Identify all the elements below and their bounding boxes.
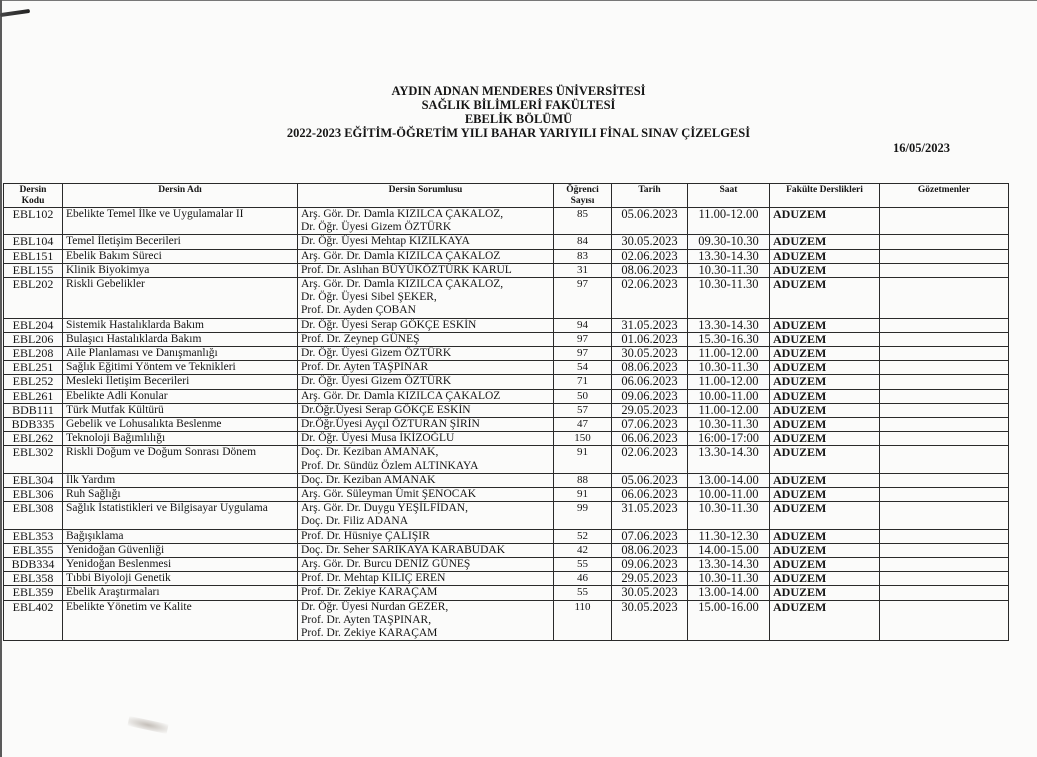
course-instructors <box>298 488 554 502</box>
course-instructors <box>298 529 554 543</box>
course-code: EBL304 <box>4 473 63 487</box>
exam-date: 01.06.2023 <box>612 332 688 346</box>
student-count: 52 <box>554 529 612 543</box>
course-code: EBL302 <box>4 446 63 473</box>
course-code: EBL104 <box>4 235 63 249</box>
proctors-cell <box>880 389 1009 403</box>
exam-room: ADUZEM <box>770 488 880 502</box>
table-row <box>4 403 1009 417</box>
exam-date: 29.05.2023 <box>612 572 688 586</box>
student-count: 71 <box>554 375 612 389</box>
exam-schedule-table <box>3 183 1009 641</box>
course-code: EBL151 <box>4 249 63 263</box>
exam-date: 09.06.2023 <box>612 558 688 572</box>
student-count: 50 <box>554 389 612 403</box>
header-course-code-line2: Kodu <box>21 196 45 206</box>
course-name: Ebelik Bakım Süreci <box>63 249 298 263</box>
exam-date: 02.06.2023 <box>612 249 688 263</box>
instructor-name: Doç. Dr. Keziban AMANAK <box>301 473 436 486</box>
proctors-cell <box>880 446 1009 473</box>
course-code: EBL359 <box>4 586 63 600</box>
exam-date: 31.05.2023 <box>612 502 688 529</box>
table-row <box>4 332 1009 346</box>
header-student-count <box>554 184 612 208</box>
table-row <box>4 502 1009 529</box>
course-code: EBL261 <box>4 389 63 403</box>
exam-room: ADUZEM <box>770 432 880 446</box>
course-code: EBL208 <box>4 347 63 361</box>
proctors-cell <box>880 278 1009 319</box>
instructor-name: Prof. Dr. Zeynep GÜNEŞ <box>301 332 420 345</box>
exam-room: ADUZEM <box>770 403 880 417</box>
course-name: Aile Planlaması ve Danışmanlığı <box>63 347 298 361</box>
course-code: EBL251 <box>4 361 63 375</box>
course-name: Riskli Gebelikler <box>63 278 298 319</box>
exam-date: 02.06.2023 <box>612 446 688 473</box>
exam-time: 11.00-12.00 <box>688 347 770 361</box>
exam-room: ADUZEM <box>770 249 880 263</box>
table-row <box>4 488 1009 502</box>
table-row <box>4 208 1009 235</box>
exam-time: 15.30-16.30 <box>688 332 770 346</box>
instructor-name: Dr. Öğr. Üyesi Mehtap KIZILKAYA <box>301 235 470 248</box>
course-instructors <box>298 558 554 572</box>
instructor-name: Doç. Dr. Seher SARIKAYA KARABUDAK <box>301 543 506 556</box>
department-name: EBELİK BÖLÜMÜ <box>464 112 573 126</box>
course-instructors <box>298 263 554 277</box>
student-count: 94 <box>554 318 612 332</box>
exam-time: 11.30-12.30 <box>688 529 770 543</box>
exam-time: 10.30-11.30 <box>688 418 770 432</box>
course-name: Tıbbi Biyoloji Genetik <box>63 572 298 586</box>
exam-room: ADUZEM <box>770 318 880 332</box>
course-instructors <box>298 418 554 432</box>
exam-time: 13.30-14.30 <box>688 318 770 332</box>
proctors-cell <box>880 318 1009 332</box>
proctors-cell <box>880 249 1009 263</box>
proctors-cell <box>880 529 1009 543</box>
course-instructors <box>298 375 554 389</box>
proctors-cell <box>880 235 1009 249</box>
exam-time: 10.30-11.30 <box>688 263 770 277</box>
table-row <box>4 278 1009 319</box>
course-code: EBL402 <box>4 600 63 641</box>
document-title: 2022-2023 EĞİTİM-ÖĞRETİM YILI BAHAR YARIYILI FİNAL SINAV ÇİZELGESİ <box>286 126 751 140</box>
course-name: Sistemik Hastalıklarda Bakım <box>63 318 298 332</box>
proctors-cell <box>880 332 1009 346</box>
table-body <box>4 208 1009 641</box>
course-name: Yenidoğan Beslenmesi <box>63 558 298 572</box>
exam-time: 10.30-11.30 <box>688 361 770 375</box>
proctors-cell <box>880 488 1009 502</box>
exam-room: ADUZEM <box>770 361 880 375</box>
course-name: Mesleki İletişim Becerileri <box>63 375 298 389</box>
course-name: Riskli Doğum ve Doğum Sonrası Dönem <box>63 446 298 473</box>
exam-room: ADUZEM <box>770 235 880 249</box>
exam-date: 07.06.2023 <box>612 418 688 432</box>
exam-date: 02.06.2023 <box>612 278 688 319</box>
student-count: 46 <box>554 572 612 586</box>
exam-time: 11.00-12.00 <box>688 208 770 235</box>
course-instructors <box>298 572 554 586</box>
instructor-name: Prof. Dr. Hüsniye ÇALIŞIR <box>301 529 430 542</box>
proctors-cell <box>880 600 1009 641</box>
exam-date: 08.06.2023 <box>612 361 688 375</box>
header-student-count-line2: Sayısı <box>570 196 595 206</box>
proctors-cell <box>880 502 1009 529</box>
course-instructors <box>298 347 554 361</box>
exam-time: 13.00-14.00 <box>688 586 770 600</box>
proctors-cell <box>880 403 1009 417</box>
table-header-row <box>4 184 1009 208</box>
course-code: EBL102 <box>4 208 63 235</box>
exam-time: 14.00-15.00 <box>688 543 770 557</box>
instructor-name: Prof. Dr. Mehtap KILIÇ EREN <box>301 572 446 585</box>
exam-time: 13.30-14.30 <box>688 558 770 572</box>
exam-time: 16:00-17:00 <box>688 432 770 446</box>
instructor-name: Arş. Gör. Dr. Damla KIZILCA ÇAKALOZ <box>301 249 501 262</box>
scan-mark-top <box>0 9 30 17</box>
instructor-name: Doç. Dr. Filiz ADANA <box>301 515 409 528</box>
exam-room: ADUZEM <box>770 418 880 432</box>
exam-date: 31.05.2023 <box>612 318 688 332</box>
page-top-edge <box>0 0 1037 1</box>
proctors-cell <box>880 558 1009 572</box>
student-count: 83 <box>554 249 612 263</box>
instructor-name: Doç. Dr. Keziban AMANAK, <box>301 446 439 459</box>
exam-date: 06.06.2023 <box>612 375 688 389</box>
proctors-cell <box>880 263 1009 277</box>
course-code: EBL306 <box>4 488 63 502</box>
exam-date: 05.06.2023 <box>612 473 688 487</box>
exam-time: 11.00-12.00 <box>688 403 770 417</box>
proctors-cell <box>880 572 1009 586</box>
course-name: Türk Mutfak Kültürü <box>63 403 298 417</box>
exam-room: ADUZEM <box>770 263 880 277</box>
exam-room: ADUZEM <box>770 473 880 487</box>
exam-time: 13.30-14.30 <box>688 249 770 263</box>
header-course-code <box>4 184 63 208</box>
exam-room: ADUZEM <box>770 529 880 543</box>
course-code: EBL355 <box>4 543 63 557</box>
header-time: Saat <box>688 184 770 208</box>
exam-date: 30.05.2023 <box>612 600 688 641</box>
exam-room: ADUZEM <box>770 375 880 389</box>
student-count: 150 <box>554 432 612 446</box>
course-name: Ebelikte Temel İlke ve Uygulamalar II <box>63 208 298 235</box>
instructor-name: Dr. Öğr. Üyesi Serap GÖKÇE ESKİN <box>301 318 477 331</box>
student-count: 84 <box>554 235 612 249</box>
instructor-name: Prof. Dr. Ayten TAŞPINAR, <box>301 613 432 626</box>
course-name: Gebelik ve Lohusalıkta Beslenme <box>63 418 298 432</box>
header-room: Fakülte Derslikleri <box>770 184 880 208</box>
instructor-name: Dr. Öğr. Üyesi Gizem ÖZTÜRK <box>301 221 452 234</box>
course-name: Yenidoğan Güvenliği <box>63 543 298 557</box>
exam-time: 10.30-11.30 <box>688 572 770 586</box>
exam-time: 10.30-11.30 <box>688 278 770 319</box>
course-code: EBL262 <box>4 432 63 446</box>
university-name: AYDIN ADNAN MENDERES ÜNİVERSİTESİ <box>391 84 646 98</box>
course-code: EBL155 <box>4 263 63 277</box>
student-count: 55 <box>554 586 612 600</box>
course-instructors <box>298 318 554 332</box>
course-instructors <box>298 332 554 346</box>
student-count: 99 <box>554 502 612 529</box>
course-instructors <box>298 389 554 403</box>
proctors-cell <box>880 586 1009 600</box>
exam-date: 08.06.2023 <box>612 543 688 557</box>
proctors-cell <box>880 208 1009 235</box>
table-row <box>4 558 1009 572</box>
student-count: 97 <box>554 332 612 346</box>
exam-date: 07.06.2023 <box>612 529 688 543</box>
course-instructors <box>298 403 554 417</box>
instructor-name: Arş. Gör. Dr. Duygu YEŞİLFİDAN, <box>301 502 468 515</box>
exam-room: ADUZEM <box>770 347 880 361</box>
exam-date: 30.05.2023 <box>612 586 688 600</box>
exam-time: 13.30-14.30 <box>688 446 770 473</box>
course-name: Bağışıklama <box>63 529 298 543</box>
student-count: 97 <box>554 278 612 319</box>
instructor-name: Arş. Gör. Dr. Burcu DENİZ GÜNEŞ <box>301 558 471 571</box>
exam-time: 11.00-12.00 <box>688 375 770 389</box>
exam-date: 05.06.2023 <box>612 208 688 235</box>
faculty-name: SAĞLIK BİLİMLERİ FAKÜLTESİ <box>421 98 616 112</box>
student-count: 91 <box>554 446 612 473</box>
course-name: Klinik Biyokimya <box>63 263 298 277</box>
header-course-name: Dersin Adı <box>63 184 298 208</box>
proctors-cell <box>880 473 1009 487</box>
instructor-name: Prof. Dr. Aslıhan BÜYÜKÖZTÜRK KARUL <box>301 263 512 276</box>
table-row <box>4 361 1009 375</box>
table-row <box>4 263 1009 277</box>
exam-room: ADUZEM <box>770 558 880 572</box>
course-instructors <box>298 432 554 446</box>
table-row <box>4 347 1009 361</box>
instructor-name: Dr. Öğr. Üyesi Gizem ÖZTÜRK <box>301 347 452 360</box>
instructor-name: Arş. Gör. Süleyman Ümit ŞENOCAK <box>301 488 477 501</box>
exam-date: 06.06.2023 <box>612 432 688 446</box>
proctors-cell <box>880 543 1009 557</box>
student-count: 91 <box>554 488 612 502</box>
course-instructors <box>298 235 554 249</box>
course-instructors <box>298 249 554 263</box>
header-instructor: Dersin Sorumlusu <box>298 184 554 208</box>
exam-room: ADUZEM <box>770 332 880 346</box>
course-name: Sağlık İstatistikleri ve Bilgisayar Uygulama <box>63 502 298 529</box>
course-code: EBL358 <box>4 572 63 586</box>
proctors-cell <box>880 347 1009 361</box>
course-instructors <box>298 502 554 529</box>
header-date: Tarih <box>612 184 688 208</box>
exam-room: ADUZEM <box>770 586 880 600</box>
instructor-name: Dr. Öğr. Üyesi Nurdan GEZER, <box>301 600 449 613</box>
instructor-name: Prof. Dr. Zekiye KARAÇAM <box>301 627 438 640</box>
table-row <box>4 418 1009 432</box>
proctors-cell <box>880 432 1009 446</box>
exam-room: ADUZEM <box>770 446 880 473</box>
course-code: BDB111 <box>4 403 63 417</box>
exam-room: ADUZEM <box>770 278 880 319</box>
course-code: EBL308 <box>4 502 63 529</box>
course-name: Ruh Sağlığı <box>63 488 298 502</box>
table-row <box>4 572 1009 586</box>
exam-room: ADUZEM <box>770 572 880 586</box>
course-instructors <box>298 543 554 557</box>
course-name: Ebelikte Adli Konular <box>63 389 298 403</box>
table-row <box>4 235 1009 249</box>
instructor-name: Prof. Dr. Sündüz Özlem ALTINKAYA <box>301 459 479 472</box>
student-count: 42 <box>554 543 612 557</box>
exam-time: 15.00-16.00 <box>688 600 770 641</box>
course-name: Teknoloji Bağımlılığı <box>63 432 298 446</box>
course-code: EBL252 <box>4 375 63 389</box>
instructor-name: Prof. Dr. Ayten TAŞPINAR <box>301 361 429 374</box>
course-name: Ebelik Araştırmaları <box>63 586 298 600</box>
course-code: BDB335 <box>4 418 63 432</box>
table-row <box>4 249 1009 263</box>
exam-room: ADUZEM <box>770 208 880 235</box>
student-count: 31 <box>554 263 612 277</box>
course-code: BDB334 <box>4 558 63 572</box>
course-instructors <box>298 361 554 375</box>
exam-date: 30.05.2023 <box>612 347 688 361</box>
table-row <box>4 529 1009 543</box>
exam-room: ADUZEM <box>770 502 880 529</box>
exam-time: 10.00-11.00 <box>688 389 770 403</box>
instructor-name: Arş. Gör. Dr. Damla KIZILCA ÇAKALOZ, <box>301 278 504 291</box>
proctors-cell <box>880 361 1009 375</box>
instructor-name: Dr. Öğr. Üyesi Sibel ŞEKER, <box>301 291 437 304</box>
header-course-code-line1: Dersin <box>19 185 47 195</box>
course-name: İlk Yardım <box>63 473 298 487</box>
instructor-name: Prof. Dr. Zekiye KARAÇAM <box>301 586 438 599</box>
header-proctors: Gözetmenler <box>880 184 1009 208</box>
exam-date: 08.06.2023 <box>612 263 688 277</box>
table-row <box>4 586 1009 600</box>
instructor-name: Arş. Gör. Dr. Damla KIZILCA ÇAKALOZ <box>301 389 501 402</box>
course-name: Ebelikte Yönetim ve Kalite <box>63 600 298 641</box>
document-date: 16/05/2023 <box>893 141 950 155</box>
student-count: 55 <box>554 558 612 572</box>
proctors-cell <box>880 375 1009 389</box>
table-row <box>4 432 1009 446</box>
table-row <box>4 473 1009 487</box>
table-row <box>4 318 1009 332</box>
table-row <box>4 600 1009 641</box>
student-count: 85 <box>554 208 612 235</box>
student-count: 54 <box>554 361 612 375</box>
student-count: 110 <box>554 600 612 641</box>
course-code: EBL206 <box>4 332 63 346</box>
exam-date: 30.05.2023 <box>612 235 688 249</box>
student-count: 57 <box>554 403 612 417</box>
course-code: EBL204 <box>4 318 63 332</box>
exam-room: ADUZEM <box>770 389 880 403</box>
student-count: 47 <box>554 418 612 432</box>
exam-date: 06.06.2023 <box>612 488 688 502</box>
course-code: EBL353 <box>4 529 63 543</box>
course-code: EBL202 <box>4 278 63 319</box>
exam-room: ADUZEM <box>770 543 880 557</box>
exam-date: 09.06.2023 <box>612 389 688 403</box>
course-instructors <box>298 473 554 487</box>
course-instructors <box>298 278 554 319</box>
exam-time: 10.30-11.30 <box>688 502 770 529</box>
exam-room: ADUZEM <box>770 600 880 641</box>
course-instructors <box>298 208 554 235</box>
course-instructors <box>298 600 554 641</box>
course-instructors <box>298 446 554 473</box>
scan-mark-bottom <box>127 716 168 734</box>
instructor-name: Prof. Dr. Ayden ÇOBAN <box>301 304 416 317</box>
course-name: Bulaşıcı Hastalıklarda Bakım <box>63 332 298 346</box>
course-name: Temel İletişim Becerileri <box>63 235 298 249</box>
proctors-cell <box>880 418 1009 432</box>
table-row <box>4 543 1009 557</box>
student-count: 97 <box>554 347 612 361</box>
exam-date: 29.05.2023 <box>612 403 688 417</box>
instructor-name: Dr. Öğr. Üyesi Musa İKİZOĞLU <box>301 432 455 445</box>
document-header <box>0 84 1037 140</box>
exam-time: 13.00-14.00 <box>688 473 770 487</box>
instructor-name: Dr.Öğr.Üyesi Ayçıl ÖZTURAN ŞİRİN <box>301 418 480 431</box>
exam-time: 10.00-11.00 <box>688 488 770 502</box>
course-name: Sağlık Eğitimi Yöntem ve Teknikleri <box>63 361 298 375</box>
instructor-name: Arş. Gör. Dr. Damla KIZILCA ÇAKALOZ, <box>301 208 504 220</box>
exam-time: 09.30-10.30 <box>688 235 770 249</box>
header-student-count-line1: Öğrenci <box>566 185 599 195</box>
table-row <box>4 389 1009 403</box>
instructor-name: Dr.Öğr.Üyesi Serap GÖKÇE ESKİN <box>301 403 471 416</box>
table-row <box>4 375 1009 389</box>
student-count: 88 <box>554 473 612 487</box>
course-instructors <box>298 586 554 600</box>
table-row <box>4 446 1009 473</box>
instructor-name: Dr. Öğr. Üyesi Gizem ÖZTÜRK <box>301 375 452 388</box>
